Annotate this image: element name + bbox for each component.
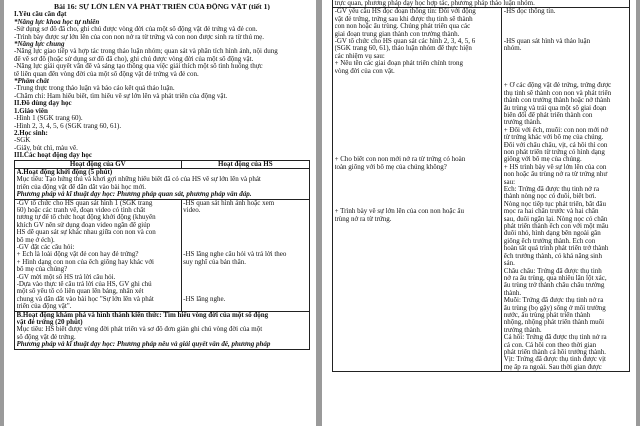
blank-line bbox=[504, 16, 628, 23]
text-line: II.Đồ dùng dạy học bbox=[14, 100, 72, 108]
text-line: -Trung thực trong thảo luận và báo cáo kết quả thảo luận. bbox=[14, 85, 175, 93]
blank-line bbox=[504, 60, 628, 67]
text-line: ấu trùng trở thành châu chấu trưởng bbox=[503, 282, 605, 290]
text-line: I.Yêu cầu cần đạt bbox=[14, 11, 67, 19]
text-line: giống với bố mẹ của chúng. bbox=[503, 156, 582, 164]
text-line: Châu chấu: Trứng đã được thụ tinh bbox=[503, 267, 602, 275]
text-line: III.Các hoạt động dạy học bbox=[14, 152, 92, 160]
blank-line bbox=[335, 75, 500, 82]
blank-line bbox=[335, 82, 500, 89]
method-continued: trực quan, phương pháp dạy học hợp tác, phương pháp thảo luận nhóm. bbox=[333, 0, 630, 8]
blank-line bbox=[335, 142, 500, 149]
text-line: các nhiệm vụ sau: bbox=[334, 52, 385, 60]
text-line: toàn giống với bố mẹ của chúng không? bbox=[334, 163, 447, 171]
text-line: tương tự để tổ chức hoạt động khởi động (khuyến bbox=[16, 214, 156, 222]
text-line: + Hình dạng con non của ếch giống hay khác với bbox=[16, 258, 155, 266]
text-line: phát triển thành cá hồi trưởng thành. bbox=[503, 348, 606, 356]
text-line: cá con. Cá hồi con theo thời gian bbox=[503, 341, 597, 349]
text-line: trùng nở ra từ trứng. bbox=[334, 215, 392, 223]
blank-line bbox=[335, 179, 500, 186]
text-line: -HS quan sát hình và thảo luận bbox=[503, 37, 591, 45]
text-line: 60) hoặc các tranh vẽ, đoạn video có tình chất bbox=[16, 206, 146, 214]
text-line: -HS lắng nghe câu hỏi và trả lời theo bbox=[183, 251, 287, 259]
text-line: số động vật đẻ trứng. bbox=[16, 333, 76, 341]
text-line: -Trình bày được sự lớn lên của con non nở ra từ trứng và con non được sinh ra từ thú mẹ. bbox=[14, 33, 264, 41]
text-line: giống ếch trưởng thành. Ếch con bbox=[503, 237, 596, 245]
text-line: ếch trưởng thành, có khả năng sinh bbox=[503, 252, 603, 260]
text-line: -GV mời một số HS trả lời câu hỏi. bbox=[16, 273, 116, 281]
activity-table-left bbox=[14, 160, 310, 350]
text-line: chung và dẫn dắt vào bài học "Sự lớn lên và phát bbox=[16, 295, 154, 303]
text-line: A.Hoạt động khởi động (5 phút) bbox=[16, 168, 113, 176]
document-page-right bbox=[322, 0, 636, 426]
blank-line bbox=[183, 266, 307, 273]
blank-line bbox=[335, 97, 500, 104]
blank-line bbox=[335, 171, 500, 178]
text-line: + Đối với ếch, muỗi: con non mới nở bbox=[503, 126, 609, 134]
text-line: sản. bbox=[503, 260, 515, 268]
text-line: vật đẻ trứng (20 phút) bbox=[16, 319, 83, 327]
text-line: nở ra ấu trùng, qua nhiều lần lột xác, bbox=[503, 274, 607, 282]
student-activity-cell bbox=[181, 199, 309, 311]
text-line: một số yếu tố có liên quan lên bảng, nhấn xét bbox=[16, 288, 144, 296]
text-line: B.Hoạt động khám phá và hình thành kiến thức: Tìm hiểu vòng đời của một số động bbox=[16, 311, 269, 319]
text-line: -GV tổ chức cho HS quan sát các hình 2, 3, 4, 5, 6 bbox=[334, 38, 476, 46]
text-line: -HS lắng nghe. bbox=[183, 295, 226, 303]
text-line: -HS đọc thông tin. bbox=[503, 8, 556, 16]
blank-line bbox=[504, 31, 628, 38]
activity-table-right bbox=[332, 0, 630, 372]
document-page-left bbox=[4, 0, 316, 426]
text-line: Muỗi: Trứng đã được thụ tinh nở ra bbox=[503, 297, 604, 305]
column-header-teacher: Hoạt động của GV bbox=[15, 160, 182, 168]
text-line: + Ở các động vật đẻ trứng, trứng được bbox=[503, 82, 612, 90]
blank-line bbox=[335, 90, 500, 97]
text-line: sau: bbox=[503, 178, 516, 186]
blank-line bbox=[183, 274, 307, 281]
text-line: (SGK trang 60, 61), thảo luận nhóm để thực hiện bbox=[334, 45, 472, 53]
text-line: + Ếch là loài động vật đẻ con hay đẻ trứng? bbox=[16, 251, 139, 259]
blank-line bbox=[504, 75, 628, 82]
text-line: video. bbox=[183, 206, 201, 214]
text-line: + HS trình bày về sự lớn lên của con bbox=[503, 163, 607, 171]
text-line: bố mẹ ở éch). bbox=[16, 236, 55, 244]
text-line: khích GV nên sử dụng đoạn video ngắn để giúp bbox=[16, 221, 151, 229]
student-activity-cell bbox=[502, 8, 630, 372]
blank-line bbox=[504, 53, 628, 60]
text-line: nước, ấu trùng phát triển thành bbox=[503, 311, 591, 319]
text-line: giai đoạn trung gian thành con trưởng thành. bbox=[334, 30, 460, 38]
blank-line bbox=[183, 214, 307, 221]
text-line: con non hoặc ấu trùng. Chúng phát triển qua các bbox=[334, 23, 471, 31]
text-line: *Phẩm chất bbox=[14, 78, 49, 86]
text-line: *Năng lực khoa học tự nhiên bbox=[14, 18, 100, 26]
table-row-activity-b-header bbox=[15, 311, 310, 349]
text-line: non phát triển từ trứng có hình dạng bbox=[503, 149, 605, 157]
text-line: Mục tiêu: HS biết được vòng đời phát triển và sơ đồ đơn giản ghi chú vòng đời của một bbox=[16, 326, 263, 334]
text-line: đuôi nhỏ, hình dạng bên ngoài gần bbox=[503, 230, 601, 238]
lesson-objectives bbox=[14, 11, 310, 159]
text-line: Ếch: Trứng đã được thụ tinh nở ra bbox=[503, 186, 600, 194]
text-line: -Sử dụng sơ đồ đã cho, ghi chú được vòng đời của một số động vật đẻ trứng và đẻ con. bbox=[14, 26, 258, 34]
text-line: triển của động vật để dẫn dắt vào bài học mới. bbox=[16, 183, 146, 191]
text-line: -GV yêu cầu HS đọc đoạn thông tin: Đối với động bbox=[334, 8, 476, 16]
blank-line bbox=[335, 134, 500, 141]
text-line: thành nòng nọc có đuôi, biết bơi. bbox=[503, 193, 597, 201]
text-line: Vịt: Trứng đã được thụ tinh được vịt bbox=[503, 356, 606, 364]
text-line: HS dễ quan sát sự khác nhau giữa con non và con bbox=[16, 229, 156, 237]
text-line: nhóm. bbox=[503, 45, 522, 53]
blank-line bbox=[504, 68, 628, 75]
text-line: *Năng lực chung bbox=[14, 41, 65, 49]
blank-line bbox=[335, 193, 500, 200]
blank-line bbox=[335, 201, 500, 208]
table-row-activity-a-body bbox=[15, 199, 310, 311]
blank-line bbox=[335, 105, 500, 112]
blank-line bbox=[335, 186, 500, 193]
blank-line bbox=[335, 149, 500, 156]
blank-line bbox=[183, 237, 307, 244]
column-header-student: Hoạt động của HS bbox=[181, 160, 309, 168]
blank-line bbox=[183, 281, 307, 288]
text-line: ấu trùng (bọ gậy) sống ở môi trường bbox=[503, 304, 606, 312]
text-line: hoàn tất quá trình phát triển trở thành bbox=[503, 245, 609, 253]
text-line: mẹ ấp ra ngoài. Sau thời gian được bbox=[503, 363, 602, 371]
text-line: -GV đặt các câu hỏi: bbox=[16, 244, 75, 251]
text-line: Phương pháp và kĩ thuật dạy học: Phương pháp quan sát, phương pháp vấn đáp. bbox=[16, 191, 252, 199]
blank-line bbox=[183, 222, 307, 229]
text-line: thụ tinh sẽ thành con non và phát triển bbox=[503, 89, 612, 97]
teacher-activity-cell bbox=[15, 199, 182, 311]
text-line: -Hình 1 (SGK trang 60). bbox=[14, 115, 83, 123]
text-line: -GV tổ chức cho HS quan sát hình 1 (SGK trang bbox=[16, 199, 153, 207]
text-line: + Trình bày về sự lớn lên của con non hoặc ấu bbox=[334, 208, 464, 216]
blank-line bbox=[183, 229, 307, 236]
text-line: Mục tiêu: Tạo hứng thú và khơi gợi những hiểu biết đã có của HS về sự lớn lên và phát bbox=[16, 176, 261, 184]
lesson-title: Bài 16: SỰ LỚN LÊN VÀ PHÁT TRIỂN CỦA ĐỘNG VẬT (tiết 1) bbox=[54, 3, 270, 11]
table-row-method-continued bbox=[333, 0, 630, 8]
text-line: + Cho biết con non mới nở ra từ trứng có hoàn bbox=[334, 156, 466, 164]
text-line: -SGK bbox=[14, 137, 31, 145]
text-line: Nòng nọc tiếp tục phát triển, bắt đầu bbox=[503, 200, 607, 208]
blank-line bbox=[183, 288, 307, 295]
text-line: 1.Giáo viên bbox=[14, 107, 48, 115]
text-line: non hoặc ấu trùng nở ra từ trứng như bbox=[503, 171, 608, 179]
text-line: từ trứng khác với bố mẹ của chúng. bbox=[503, 134, 604, 142]
text-line: -Chăm chỉ: Ham hiểu biết, tìm hiểu về sự lớn lên và phát triển của động vật. bbox=[14, 92, 228, 100]
text-line: -Hình 2, 3, 4, 5, 6 (SGK trang 60, 61). bbox=[14, 122, 122, 130]
text-line: phát triển thành ếch con với một mẩu bbox=[503, 223, 609, 231]
text-line: sau, đuôi ngắn lại. Nòng nọc có chân bbox=[503, 215, 608, 223]
teacher-activity-cell bbox=[333, 8, 502, 372]
text-line: trưởng thành. bbox=[503, 326, 542, 334]
text-line: tế liên quan đến vòng đời của một số động vật đẻ trứng và đẻ con. bbox=[14, 70, 199, 78]
table-header-row bbox=[15, 160, 310, 168]
table-row-activity-b-body bbox=[333, 8, 630, 372]
text-line: -Năng lực giao tiếp và hợp tác trong thảo luận nhóm; quan sát và phân tích hình ảnh, nội dung bbox=[14, 48, 278, 56]
text-line: Phương pháp và kĩ thuật dạy học: Phương pháp nêu và giải quyết vấn đề, phương pháp bbox=[16, 341, 271, 349]
text-line: -Dựa vào thực tế câu trả lời của HS, GV ghi chú bbox=[16, 281, 152, 289]
blank-line bbox=[335, 127, 500, 134]
table-row-activity-a-header bbox=[15, 168, 310, 199]
text-line: để vẽ sơ đồ (hoặc sử dụng sơ đồ đã cho), ghi chú được vòng đời của một số động vật. bbox=[14, 55, 254, 63]
text-line: vòng đời của con vật. bbox=[334, 67, 395, 75]
text-line: + Nêu tên các giai đoạn phát triển chính trong bbox=[334, 60, 464, 68]
text-line: -Giấy, bút chì, màu vẽ. bbox=[14, 144, 78, 152]
text-line: vật đẻ trứng, trứng sau khi được thụ tinh sẽ thành bbox=[334, 15, 473, 23]
text-line: Cá hồi: Trứng đã được thụ tinh nở ra bbox=[503, 334, 607, 342]
text-line: nhộng, nhộng phát triển thành muỗi bbox=[503, 319, 605, 327]
text-line: thành con trưởng thành hoặc nở thành bbox=[503, 97, 611, 105]
text-line: bố mẹ của chúng? bbox=[16, 266, 68, 274]
text-line: Đối với chấu chấu, vịt, cá hồi thì con bbox=[503, 141, 608, 149]
text-line: 2.Học sinh: bbox=[14, 129, 48, 137]
blank-line bbox=[504, 23, 628, 30]
blank-line bbox=[335, 119, 500, 126]
blank-line bbox=[335, 112, 500, 119]
text-line: -HS quan sát hình ảnh hoặc xem bbox=[183, 199, 275, 207]
text-line: trưởng thành. bbox=[503, 119, 542, 127]
text-line: -Năng lực giải quyết vấn đề và sáng tạo thông qua việc giải thích một số tình huống thực bbox=[14, 63, 263, 71]
text-line: mọc ra hai chân trước và hai chân bbox=[503, 208, 599, 216]
text-line: thành. bbox=[503, 289, 522, 297]
text-line: ấu trùng và trải qua một số giai đoạn bbox=[503, 104, 607, 112]
blank-line bbox=[183, 244, 307, 251]
text-line: biến đổi để phát triển thành con bbox=[503, 111, 593, 119]
text-line: triển của động vật". bbox=[16, 303, 72, 311]
text-line: suy nghĩ của bản thân. bbox=[183, 258, 246, 266]
